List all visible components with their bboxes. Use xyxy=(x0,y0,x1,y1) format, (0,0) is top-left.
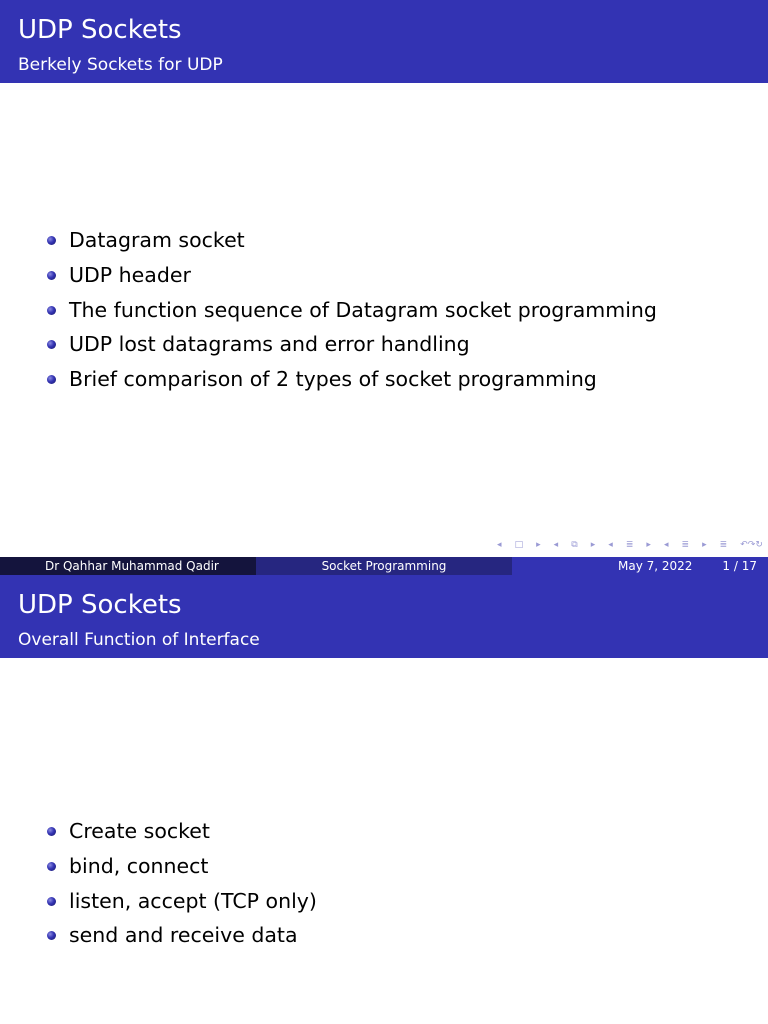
section-prev-icon[interactable]: ◂ xyxy=(608,540,613,550)
navigation-bar xyxy=(497,538,763,552)
list-item-text: Datagram socket xyxy=(69,228,245,252)
slide-title: UDP Sockets xyxy=(18,15,182,45)
bullet-icon xyxy=(47,897,56,906)
footer-short-title: Socket Programming xyxy=(256,557,512,575)
bullet-icon xyxy=(47,375,56,384)
bullet-icon xyxy=(47,827,56,836)
frame-prev-icon[interactable]: ◂ xyxy=(497,540,502,550)
bullet-icon xyxy=(47,340,56,349)
list-item xyxy=(46,327,657,362)
list-item xyxy=(46,362,657,397)
bullet-icon xyxy=(47,236,56,245)
section-next-icon[interactable]: ▸ xyxy=(646,540,651,550)
footer-date: May 7, 2022 xyxy=(617,559,693,573)
list-item-text: UDP lost datagrams and error handling xyxy=(69,332,470,357)
toc-icon[interactable]: ≣ xyxy=(719,540,728,550)
subsection-prev-icon[interactable]: ◂ xyxy=(553,540,559,550)
subsection-next-icon[interactable]: ▸ xyxy=(590,540,596,550)
bullet-icon xyxy=(47,306,56,315)
frame-icon[interactable]: □ xyxy=(514,540,524,550)
footer-page-number: 1 / 17 xyxy=(722,559,757,573)
slide-subtitle: Overall Function of Interface xyxy=(18,630,260,650)
slide-subtitle: Berkely Sockets for UDP xyxy=(18,55,223,75)
list-item-text: Brief comparison of 2 types of socket programming xyxy=(69,367,597,391)
bullet-list xyxy=(46,814,317,953)
document-prev-icon[interactable]: ◂ xyxy=(663,540,669,550)
list-item-text: Create socket xyxy=(69,819,210,843)
list-item xyxy=(46,884,317,919)
document-next-icon[interactable]: ▸ xyxy=(702,540,707,550)
list-item-text: bind, connect xyxy=(69,853,209,878)
list-item xyxy=(46,849,317,884)
footer-author: Dr Qahhar Muhammad Qadir xyxy=(0,557,256,575)
list-item-text: The function sequence of Datagram socket programming xyxy=(69,297,657,322)
frame-next-icon[interactable]: ▸ xyxy=(536,540,541,550)
bullet-icon xyxy=(47,862,56,871)
list-item xyxy=(46,258,657,293)
search-back-forward-icon[interactable]: ↶↷↻ xyxy=(740,540,763,550)
frame-title-bar xyxy=(0,0,768,83)
slide-2 xyxy=(0,575,768,1024)
list-item-text: UDP header xyxy=(69,262,191,287)
list-item xyxy=(46,814,317,849)
bullet-icon xyxy=(47,271,56,280)
footer-date-block xyxy=(512,557,768,575)
bullet-icon xyxy=(47,931,56,940)
document-icon[interactable]: ≣ xyxy=(681,540,690,550)
footer xyxy=(0,557,768,575)
section-icon[interactable]: ≣ xyxy=(625,540,634,550)
subsection-icon[interactable]: ⧉ xyxy=(571,540,578,550)
bullet-list xyxy=(46,223,657,397)
list-item xyxy=(46,223,657,258)
list-item xyxy=(46,918,317,953)
list-item-text: listen, accept (TCP only) xyxy=(69,888,317,913)
list-item-text: send and receive data xyxy=(69,923,298,948)
frame-title-bar xyxy=(0,575,768,658)
slide-title: UDP Sockets xyxy=(18,590,182,620)
list-item xyxy=(46,293,657,328)
